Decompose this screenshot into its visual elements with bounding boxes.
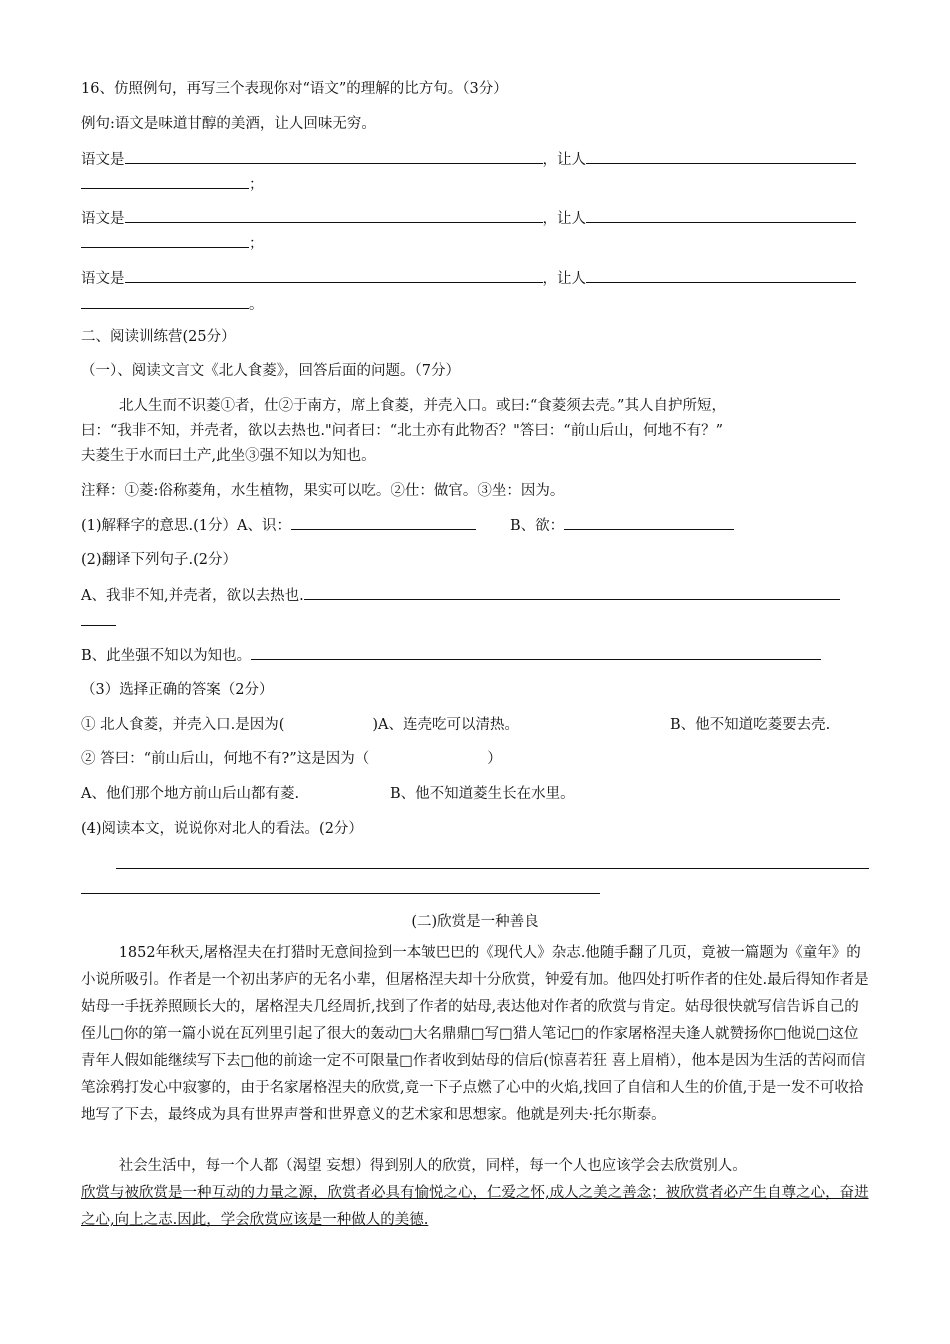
q16-blank-1a[interactable] <box>125 149 543 164</box>
part2-title: (二)欣赏是一种善良 <box>411 914 539 930</box>
part1-q2-label: (2)翻译下列句子.(2分） <box>81 552 238 568</box>
q4-answer-line-1[interactable] <box>116 868 869 869</box>
part1-q3-2 <box>81 749 502 769</box>
part1-notes: 注释：①菱:俗称菱角，水生植物，果实可以吃。②仕：做官。③坐：因为。 <box>81 483 565 499</box>
q3-2-option-b: B、他不知道菱生长在水里。 <box>390 786 575 802</box>
para2-underlined-text: 欣赏与被欣赏是一种互动的力量之源，欣赏者必具有愉悦之心，仁爱之怀,成人之美之善念；被欣赏者必产生自尊之心，奋进之心,向上之志.因此，学会欣赏应该是一种做人的美德. <box>81 1185 869 1228</box>
part1-text-line-3: 夫菱生于水而曰土产,此坐③强不知以为知也。 <box>81 448 376 464</box>
q16-prefix-3: 语文是 <box>81 271 125 287</box>
q16-line-2 <box>81 208 856 229</box>
part1-text-line-1: 北人生而不识菱①者，仕②于南方，席上食菱，并壳入口。或曰:“食菱须去壳。”其人自护所短， <box>119 398 726 414</box>
part1-q1 <box>81 515 734 536</box>
section2-title: 二、阅读训练营(25分） <box>81 329 236 345</box>
part1-q4-label: (4)阅读本文，说说你对北人的看法。(2分） <box>81 821 363 837</box>
q16-end-2: ； <box>249 236 264 252</box>
q3-1-option-a: )A、连壳吃可以清热。 <box>372 717 520 733</box>
q2-a-text: A、我非不知,并壳者，欲以去热也. <box>81 588 304 604</box>
para2-plain-text: 社会生活中，每一个人都（渴望 妄想）得到别人的欣赏，同样，每一个人也应该学会去欣赏别人。 <box>118 1158 747 1174</box>
q3-2-close: ） <box>487 751 502 767</box>
q16-middle-3: ，让人 <box>542 271 586 287</box>
q16-prefix-1: 语文是 <box>81 152 125 168</box>
part1-q2-a-cont <box>81 611 116 632</box>
q2-b-text: B、此坐强不知以为知也。 <box>81 648 252 664</box>
q16-line-1-cont <box>81 174 264 195</box>
q3-2-option-a: A、他们那个地方前山后山都有菱. <box>81 786 300 802</box>
q1-blank-a[interactable] <box>291 515 476 530</box>
part2-paragraph-1: 1852年秋天,屠格涅夫在打猎时无意间捡到一本皱巴巴的《现代人》杂志.他随手翻了几页，竟被一篇题为《童年》的小说所吸引。作者是一个初出茅庐的无名小辈，但屠格涅夫却十分欣赏，钟爱有加。他四处打听作者的住处.最后得知作者是姑母一手抚养照顾长大的，屠格涅夫几经周折,找到了作者的姑母,表达他对作者的欣赏与肯定。姑母很快就写信告诉自己的侄儿□你的第一篇小说在瓦列里引起了很大的轰动□大名鼎鼎□写□猎人笔记□的作家屠格涅夫逢人就赞扬你□他说□这位青年人假如能继续写下去□他的前途一定不可限量□作者收到姑母的信后(惊喜若狂 喜上眉梢），他本是因为生活的苦闷而信笔涂鸦打发心中寂寥的，由于名家屠格涅夫的欣赏,竟一下子点燃了心中的火焰,找回了自信和人生的价值,于是一发不可收拾地写了下去，最终成为具有世界声誉和世界意义的艺术家和思想家。他就是列夫·托尔斯泰。 <box>81 945 869 1123</box>
part1-q3-label: （3）选择正确的答案（2分） <box>81 682 274 698</box>
q3-2-text: ② 答曰：“前山后山，何地不有?”这是因为（ <box>81 751 370 767</box>
q16-blank-2b[interactable] <box>586 208 856 223</box>
q16-middle-2: ，让人 <box>542 211 586 227</box>
q16-end-3: 。 <box>249 297 264 313</box>
q16-blank-1c[interactable] <box>81 174 249 189</box>
part1-q3-1 <box>81 715 519 735</box>
part1-q2-a <box>81 585 840 606</box>
q1-label: (1)解释字的意思.(1分）A、识： <box>81 518 292 534</box>
q16-line-1 <box>81 149 856 170</box>
q16-line-2-cont <box>81 233 264 254</box>
part1-title: （一）、阅读文言文《北人食菱》，回答后面的问题。（7分） <box>81 363 460 379</box>
q2-b-blank[interactable] <box>251 645 821 660</box>
q1-b-label: B、欲： <box>510 518 565 534</box>
q16-example: 例句:语文是味道甘醇的美酒，让人回味无穷。 <box>81 116 376 132</box>
q16-blank-3a[interactable] <box>125 268 543 283</box>
q16-line-3-cont <box>81 294 264 315</box>
q16-middle-1: ，让人 <box>542 152 586 168</box>
part1-text-line-2: 曰：“我非不知，并壳者，欲以去热也."问者曰：“北土亦有此物否？"答曰：“前山后山，何地不有？” <box>81 423 724 439</box>
q16-title: 16、仿照例句，再写三个表现你对“语文”的理解的比方句。（3分） <box>81 81 508 97</box>
q3-1-option-b: B、他不知道吃菱要去壳. <box>670 717 831 733</box>
q16-blank-3c[interactable] <box>81 294 249 309</box>
q4-answer-line-2[interactable] <box>81 893 600 894</box>
q3-1-text: ① 北人食菱，并壳入口.是因为( <box>81 717 285 733</box>
q2-a-blank[interactable] <box>304 585 840 600</box>
q16-blank-2a[interactable] <box>125 208 543 223</box>
q2-a-blank-cont[interactable] <box>81 611 116 626</box>
q16-blank-3b[interactable] <box>586 268 856 283</box>
part2-paragraph-2 <box>81 1153 871 1234</box>
q1-blank-b[interactable] <box>564 515 734 530</box>
q16-blank-1b[interactable] <box>586 149 856 164</box>
q16-end-1: ； <box>249 177 264 193</box>
q16-prefix-2: 语文是 <box>81 211 125 227</box>
part1-q2-b <box>81 645 821 666</box>
q16-line-3 <box>81 268 856 289</box>
q16-blank-2c[interactable] <box>81 233 249 248</box>
